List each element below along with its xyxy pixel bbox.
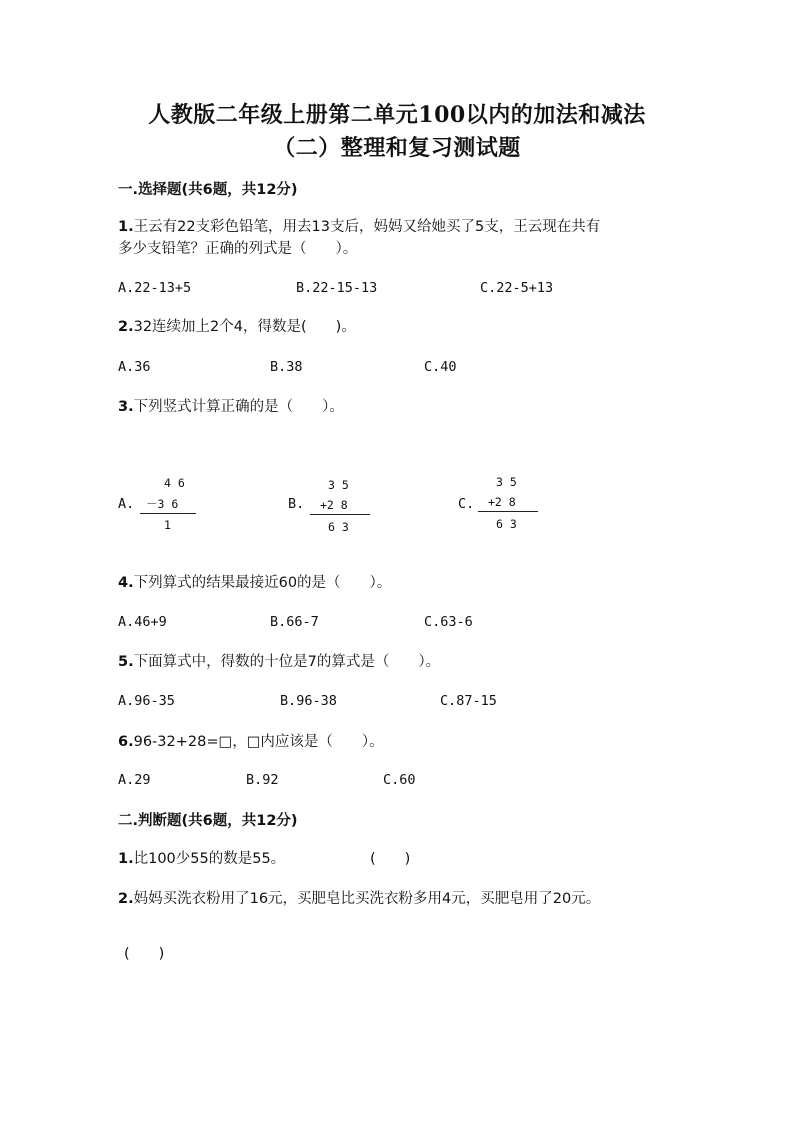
question-2 [118,316,356,338]
page-title-line1: 人教版二年级上册第二单元100以内的加法和减法 [148,102,646,128]
option-a[interactable]: A.46+9 [118,614,167,630]
question-number: 1. [118,851,134,867]
option-c[interactable]: C.63-6 [424,614,473,630]
question-5 [118,651,440,673]
calc-top: 4 6 [164,476,185,490]
option-b[interactable]: B.38 [270,359,303,375]
vertical-calc-c [478,475,540,535]
question-number: 6. [118,734,134,750]
answer-blank[interactable]: ( ) [370,851,411,867]
option-a[interactable]: A.29 [118,772,151,788]
section-heading-judgement: 二.判断题(共6题，共12分) [118,813,298,829]
question-text: 下面算式中，得数的十位是7的算式是（ ）。 [133,654,441,670]
question-text: 王云有22支彩色铅笔，用去13支后，妈妈又给她买了5支，王云现在共有 [133,219,601,235]
calc-result: 6 3 [496,517,517,531]
question-text: 96-32+28=□，□内应该是（ ）。 [133,734,384,750]
judgement-question-2 [118,888,600,910]
calc-top: 3 5 [496,475,517,489]
question-3 [118,396,344,418]
option-c[interactable]: C.22-5+13 [480,280,554,296]
question-1-line2: 多少支铅笔？正确的列式是（ ）。 [118,241,358,257]
calc-rule [140,513,196,514]
question-number: 4. [118,575,134,591]
option-a-label[interactable]: A. [118,496,135,512]
calc-rule [310,514,370,515]
calc-operand: －3 6 [146,497,179,511]
answer-blank[interactable]: ( ) [124,946,165,962]
option-a[interactable]: A.22-13+5 [118,280,192,296]
option-b[interactable]: B.22-15-13 [296,280,378,296]
calc-operand: +2 8 [320,498,348,512]
question-number: 5. [118,654,134,670]
question-text: 比100少55的数是55。 [133,851,286,867]
question-number: 2. [118,891,134,907]
option-b[interactable]: B.66-7 [270,614,319,630]
question-text: 32连续加上2个4，得数是( )。 [133,319,356,335]
option-c-label[interactable]: C. [458,496,475,512]
option-c[interactable]: C.40 [424,359,457,375]
section-heading-choice: 一.选择题(共6题，共12分) [118,182,298,198]
calc-top: 3 5 [328,478,349,492]
calc-result: 1 [164,518,171,532]
question-number: 1. [118,219,134,235]
option-c[interactable]: C.60 [383,772,416,788]
judgement-question-1 [118,848,285,870]
calc-operand: +2 8 [488,495,516,509]
option-c[interactable]: C.87-15 [440,693,497,709]
vertical-calc-a [140,476,200,536]
option-a[interactable]: A.96-35 [118,693,175,709]
option-a[interactable]: A.36 [118,359,151,375]
calc-result: 6 3 [328,520,349,534]
page-title-line2: （二）整理和复习测试题 [273,135,521,161]
question-text: 下列算式的结果最接近60的是（ ）。 [133,575,392,591]
option-b-label[interactable]: B. [288,496,305,512]
option-b[interactable]: B.92 [246,772,279,788]
question-text: 妈妈买洗衣粉用了16元，买肥皂比买洗衣粉多用4元，买肥皂用了20元。 [133,891,601,907]
question-6 [118,731,384,753]
question-4 [118,572,391,594]
vertical-calc-b [310,478,372,538]
question-1 [118,216,600,238]
calc-rule [478,511,538,512]
question-text: 下列竖式计算正确的是（ ）。 [133,399,344,415]
option-b[interactable]: B.96-38 [280,693,337,709]
question-number: 2. [118,319,134,335]
question-number: 3. [118,399,134,415]
